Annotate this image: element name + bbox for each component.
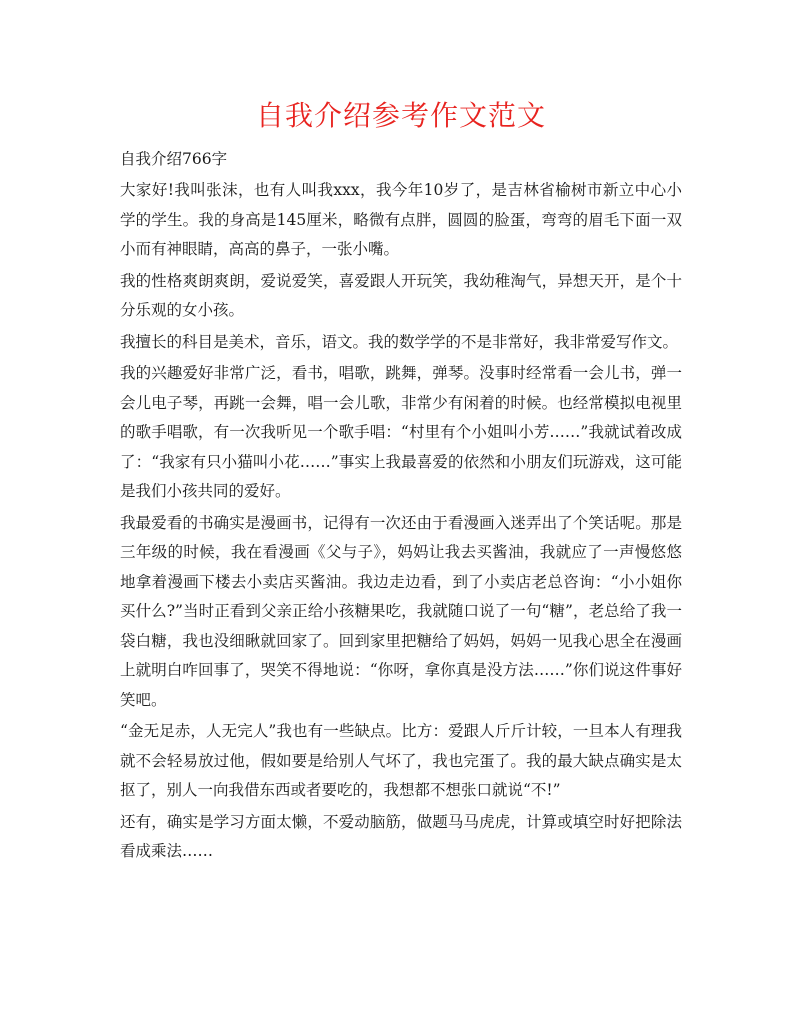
document-title: 自我介绍参考作文范文 <box>255 99 546 132</box>
paragraph-5: 我最爱看的书确实是漫画书，记得有一次还由于看漫画入迷弄出了个笑话呢。那是三年级的时候，我在看漫画《父与子》，妈妈让我去买酱油，我就应了一声慢悠悠地拿着漫画下楼去小卖店买酱油。我边走边看，到了小卖店老总咨询：“小小姐你买什么?”当时正看到父亲正给小孩糖果吃，我就随口说了一句“糖”，老总给了我一袋白糖，我也没细瞅就回家了。回到家里把糖给了妈妈，妈妈一见我心思全在漫画上就明白咋回事了，哭笑不得地说：“你呀，拿你真是没方法……”你们说这件事好笑吧。 <box>120 513 682 709</box>
paragraph-7: 还有，确实是学习方面太懒，不爱动脑筋，做题马马虎虎，计算或填空时好把除法看成乘法…… <box>120 812 682 860</box>
paragraph-4: 我的兴趣爱好非常广泛，看书，唱歌，跳舞，弹琴。没事时经常看一会儿书，弹一会儿电子琴，再跳一会舞，唱一会儿歌，非常少有闲着的时候。也经常模拟电视里的歌手唱歌，有一次我听见一个歌手唱：“村里有个小姐叫小芳……”我就试着改成了：“我家有只小猫叫小花……”事实上我最喜爱的依然和小朋友们玩游戏，这可能是我们小孩共同的爱好。 <box>120 364 682 500</box>
paragraph-1: 大家好!我叫张沫，也有人叫我xxx，我今年10岁了，是吉林省榆树市新立中心小学的学生。我的身高是145厘米，略微有点胖，圆圆的脸蛋，弯弯的眉毛下面一双小而有神眼睛，高高的鼻子，一张小嘴。 <box>120 181 682 258</box>
document-subtitle: 自我介绍766字 <box>120 150 228 168</box>
paragraph-3: 我擅长的科目是美术，音乐，语文。我的数学学的不是非常好，我非常爱写作文。 <box>120 332 679 351</box>
paragraph-6: “金无足赤，人无完人”我也有一些缺点。比方：爱跟人斤斤计较，一旦本人有理我就不会轻易放过他，假如要是给别人气坏了，我也完蛋了。我的最大缺点确实是太抠了，别人一向我借东西或者要吃的，我想都不想张口就说“不!” <box>120 722 682 799</box>
paragraph-2: 我的性格爽朗爽朗，爱说爱笑，喜爱跟人开玩笑，我幼稚淘气，异想天开，是个十分乐观的女小孩。 <box>120 271 682 319</box>
document-page <box>120 96 682 869</box>
